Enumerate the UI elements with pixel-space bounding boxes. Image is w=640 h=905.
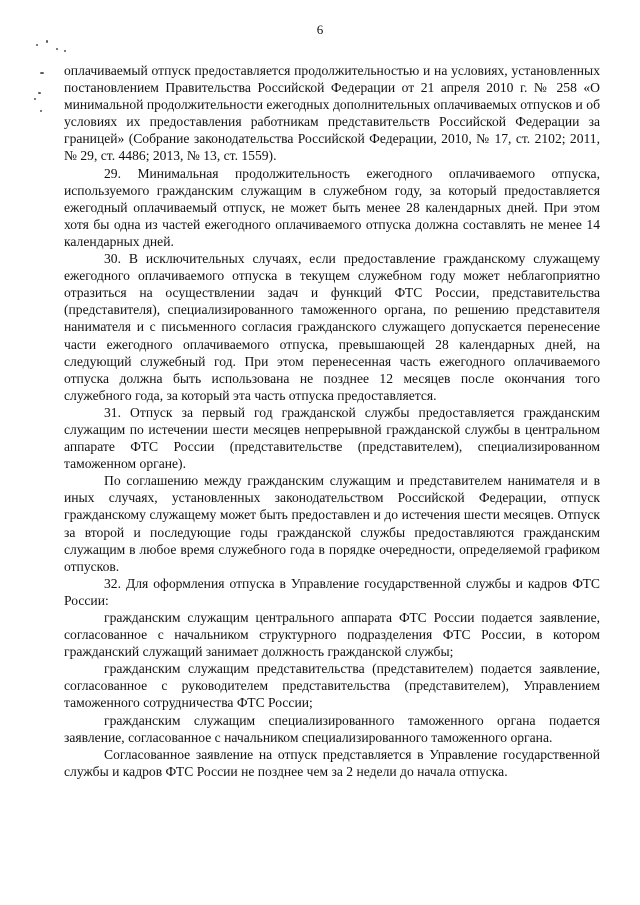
paragraph-30: 30. В исключительных случаях, если предоставление гражданскому служащему ежегодного оплачиваемого отпуска в текущем служебном году может неблагоприятно отразиться на осуществлении задач и функций ФТС России, представительства (представителя), специализированного таможенного органа, по решению представителя нанимателя и с письменного согласия гражданского служащего допускается перенесение части ежегодного оплачиваемого отпуска, превышающей 28 календарных дней, на следующий служебный год. При этом перенесенная часть ежегодного оплачиваемого отпуска должна быть использована не позднее 12 месяцев после окончания того служебного года, за который эта часть отпуска предоставляется. [64,251,600,403]
paragraph: Согласованное заявление на отпуск представляется в Управление государственной службы и кадров ФТС России не позднее чем за 2 недели до начала отпуска. [64,746,600,779]
scan-artifact [38,92,41,94]
scan-artifact [46,40,48,43]
paragraph: гражданским служащим представительства (представителем) подается заявление, согласованное с руководителем представительства (представителем), Управлением таможенного сотрудничества ФТС России; [64,661,600,711]
scan-artifact [34,98,36,100]
paragraph-29: 29. Минимальная продолжительность ежегодного оплачиваемого отпуска, используемого гражданским служащим в служебном году, за который предоставляется ежегодный оплачиваемый отпуск, не может быть менее 28 календарных дней. При этом хотя бы одна из частей ежегодного оплачиваемого отпуска должна составлять не менее 14 календарных дней. [64,165,600,249]
scan-artifact [56,48,58,50]
paragraph: гражданским служащим специализированного таможенного органа подается заявление, согласованное с начальником специализированного таможенного органа. [64,712,600,745]
scan-artifact [40,110,42,112]
scan-artifact [36,44,38,46]
paragraph: По соглашению между гражданским служащим и представителем нанимателя и в иных случаях, установленных законодательством Российской Федерации, отпуск гражданскому служащему может быть предоставлен и до истечения шести месяцев. Отпуск за второй и последующие годы гражданской службы предоставляются гражданским служащим в любое время служебного года в порядке очередности, определяемой графиком отпусков. [64,473,600,574]
scan-artifact [64,50,66,52]
document-body [64,62,600,780]
page-number: 6 [316,22,324,37]
paragraph: оплачиваемый отпуск предоставляется продолжительностью и на условиях, установленных постановлением Правительства Российской Федерации от 21 апреля 2010 г. № 258 «О минимальной продолжительности ежегодных дополнительных оплачиваемых отпусков и об условиях их предоставления работникам представительств Российской Федерации за границей» (Собрание законодательства Российской Федерации, 2010, № 17, ст. 2102; 2011, № 29, ст. 4486; 2013, № 13, ст. 1559). [64,63,600,164]
scan-artifact [40,72,44,74]
paragraph: гражданским служащим центрального аппарата ФТС России подается заявление, согласованное с начальником структурного подразделения ФТС России, в котором гражданский служащий занимает должность гражданской службы; [64,610,600,660]
paragraph-31: 31. Отпуск за первый год гражданской службы предоставляется гражданским служащим по истечении шести месяцев непрерывной гражданской службы в центральном аппарате ФТС России (представительстве (представителем), специализированном таможенном органе). [64,404,600,472]
paragraph-32: 32. Для оформления отпуска в Управление государственной службы и кадров ФТС России: [64,575,600,608]
